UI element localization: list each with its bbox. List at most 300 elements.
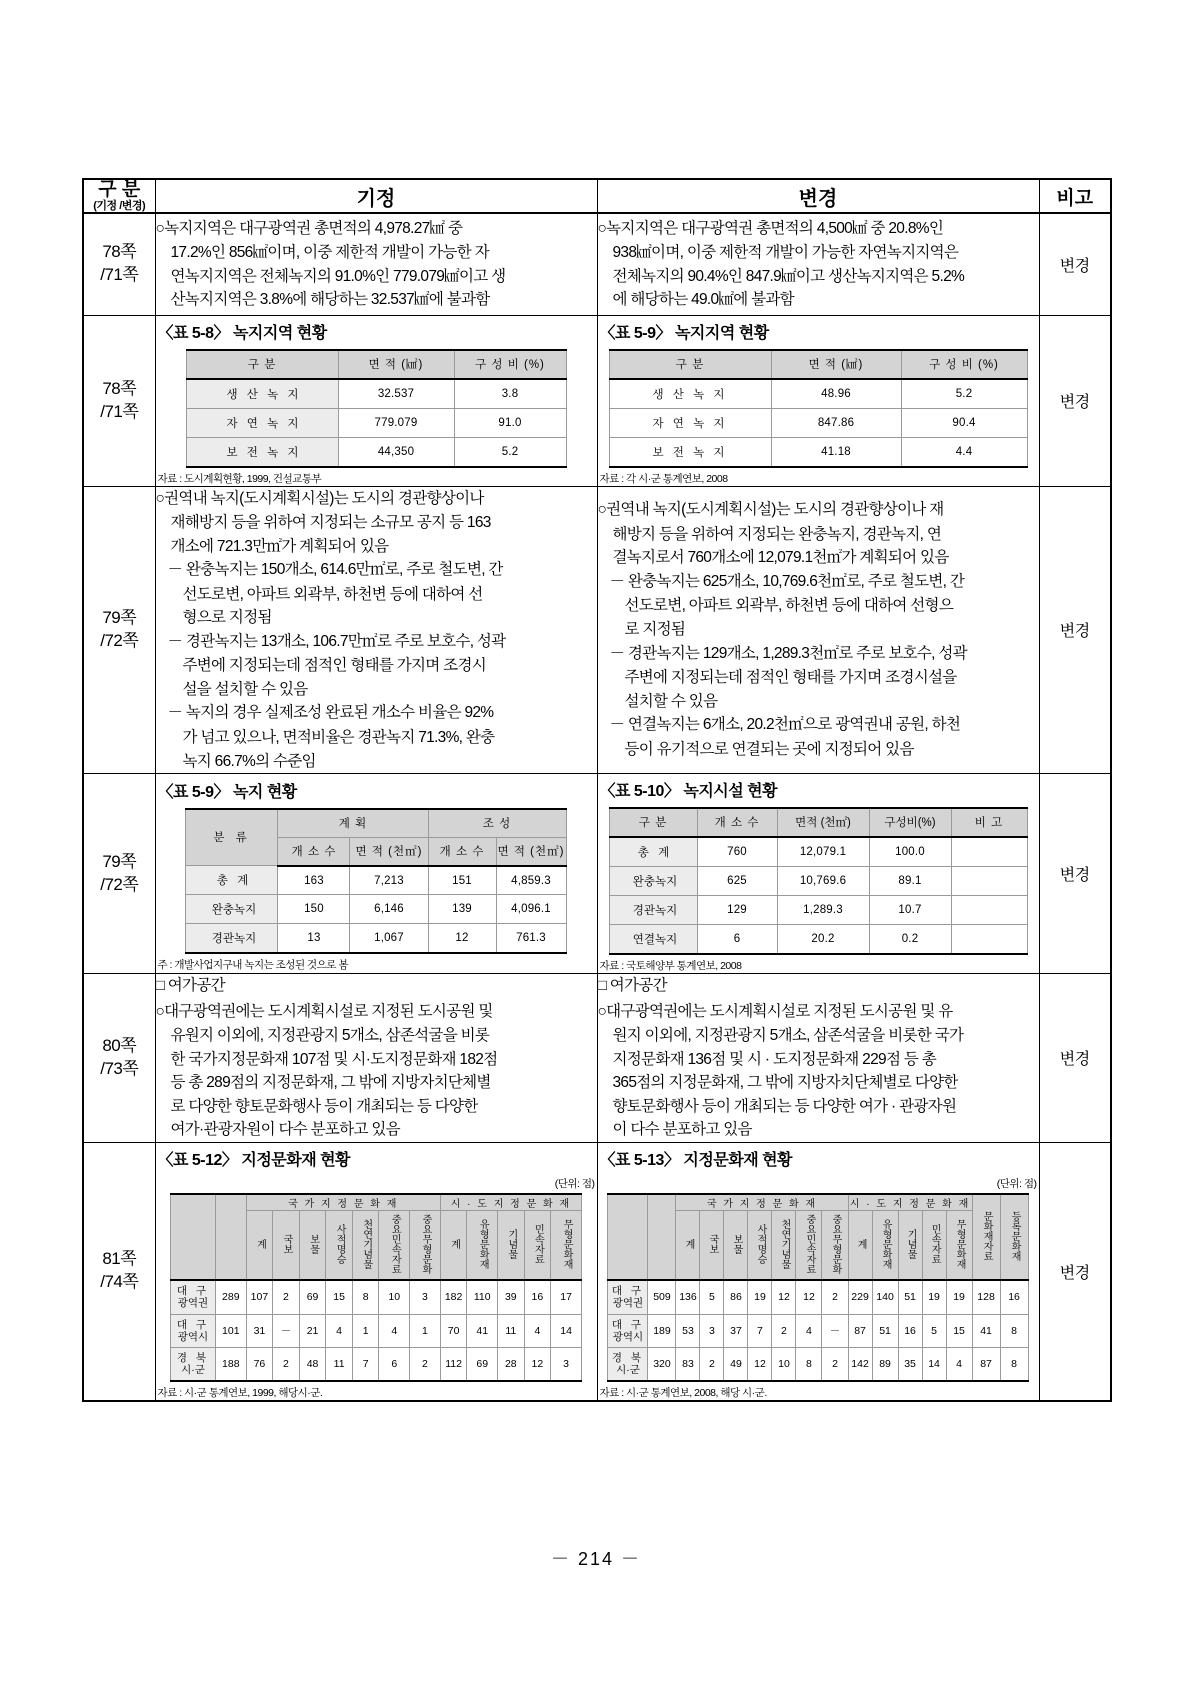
page-ref-line1: 79쪽 — [102, 851, 137, 871]
table-header-row — [609, 350, 1027, 379]
col-header-n-gukbo — [700, 1210, 724, 1280]
table-5-13-body — [608, 1280, 1028, 1380]
cell-value: 51 — [898, 1280, 922, 1314]
cell-count: 625 — [697, 867, 777, 896]
table-5-9-zone-source: 자료 : 각 시·군 통계연보, 2008 — [599, 472, 728, 485]
cell-area: 4,096.1 — [496, 895, 566, 924]
col-header-text: 유형문화재 — [880, 1218, 892, 1269]
page-ref-cell — [83, 1142, 155, 1400]
paragraph-line: 주변에 지정되는데 점적인 형태를 가지며 조경시 — [182, 657, 486, 675]
col-header: 면 적 (㎢) — [338, 350, 454, 379]
cell-area: 1,289.3 — [777, 896, 869, 925]
table-row — [609, 437, 1027, 467]
cell-count: 12 — [428, 924, 496, 954]
header-before: 기정 — [155, 179, 597, 213]
header-remark: 비고 — [1039, 179, 1111, 213]
after-paragraph — [598, 217, 1039, 312]
col-header-n-bomul — [299, 1210, 326, 1280]
paragraph-line: 에 해당하는 49.0㎢에 불과함 — [612, 291, 794, 309]
page-ref-line1: 81쪽 — [102, 1249, 137, 1269]
col-group-national: 국 가 지 정 문 화 재 — [246, 1194, 440, 1211]
after-paragraph — [598, 974, 1039, 1142]
col-header: 비 고 — [951, 808, 1027, 837]
cell-total: 189 — [648, 1314, 676, 1347]
cell-value: 140 — [872, 1280, 898, 1314]
col-header-text: 중요민속자료 — [389, 1213, 401, 1274]
table-row — [171, 1314, 582, 1347]
table-5-13-source: 자료 : 시·군 통계연보, 2008, 해당 시·군. — [599, 1386, 767, 1399]
cell-remark — [951, 837, 1027, 867]
col-header: 구 성 비 (%) — [454, 350, 566, 379]
paragraph-line: 설치할 수 있음 — [624, 692, 718, 710]
col-header-n-total — [246, 1210, 273, 1280]
cell-value: 11 — [326, 1347, 353, 1381]
col-header: 구성비(%) — [869, 808, 951, 837]
paragraph-line: 유원지 이외에, 지정관광지 5개소, 삼존석굴을 비롯 — [170, 1027, 490, 1045]
table-row — [83, 774, 1111, 974]
cell-value: 136 — [676, 1280, 700, 1314]
col-header-text: 천연기념물 — [778, 1218, 790, 1269]
paragraph-line: 전체녹지의 90.4%인 847.9㎢이고 생산녹지지역은 5.2% — [612, 267, 965, 285]
cell-value: 4 — [796, 1314, 822, 1347]
row-label-line1: 경 북 — [611, 1351, 645, 1364]
table-5-12-body — [171, 1280, 582, 1380]
cell-ratio: 89.1 — [869, 867, 951, 896]
table-5-10 — [609, 807, 1028, 955]
cell-value: 182 — [440, 1280, 467, 1314]
after-cell — [597, 1142, 1039, 1400]
table-5-12 — [170, 1193, 582, 1382]
table-row — [609, 925, 1027, 955]
col-header-total — [215, 1194, 246, 1281]
col-header-text: 민속자료 — [532, 1223, 544, 1264]
table-header-row — [171, 1194, 582, 1211]
paragraph-line: ○녹지지역은 대구광역권 총면적의 4,500㎢ 중 20.8%인 — [597, 219, 944, 237]
paragraph-line: 산녹지지역은 3.8%에 해당하는 32.537㎢에 불과함 — [170, 291, 490, 309]
paragraph-line: 녹지 66.7%의 수준임 — [182, 752, 316, 770]
cell-value: 16 — [898, 1314, 922, 1347]
table-row — [171, 1280, 582, 1314]
cell-ratio: 0.2 — [869, 925, 951, 955]
cell-total: 289 — [215, 1280, 246, 1314]
after-cell — [597, 774, 1039, 974]
col-header-text: 국보 — [280, 1233, 292, 1254]
table-row — [186, 379, 566, 409]
cell-ratio: 91.0 — [454, 408, 566, 437]
cell-area: 48.96 — [771, 379, 901, 409]
cell-value: 5 — [922, 1314, 946, 1347]
page-number: － 214 － — [550, 1549, 642, 1569]
row-label — [171, 1347, 216, 1381]
col-header-text: 중요무형문화 — [830, 1213, 841, 1274]
page-ref-line2: /71쪽 — [100, 265, 139, 285]
page-ref-cell — [83, 213, 155, 315]
cell-value: 2 — [410, 1347, 441, 1381]
row-label: 자 연 녹 지 — [609, 408, 771, 437]
table-row — [186, 408, 566, 437]
col-group-built: 조 성 — [428, 809, 566, 838]
col-header: 구 분 — [609, 808, 697, 837]
table-row — [186, 437, 566, 467]
col-header: 개 소 수 — [697, 808, 777, 837]
table-row — [608, 1280, 1028, 1314]
paragraph-line: 가 넘고 있으나, 면적비율은 경관녹지 71.3%, 완충 — [182, 728, 495, 746]
col-header-text: 유형문화재 — [477, 1218, 489, 1269]
paragraph-line: 로 지정됨 — [624, 621, 686, 638]
col-header-text: 사적명승 — [754, 1223, 766, 1264]
table-row — [83, 974, 1111, 1143]
header-gubun-label: 구 분 — [98, 179, 141, 200]
header-after: 변경 — [597, 179, 1039, 213]
col-header-l-intangible — [946, 1210, 972, 1280]
table-5-12-source: 자료 : 시·군 통계연보, 1999, 해당시·군. — [157, 1386, 323, 1399]
col-header-text: 국보 — [706, 1233, 718, 1254]
paragraph-line: 형으로 지정됨 — [182, 609, 272, 627]
paragraph-heading: □ 여가공간 — [597, 977, 667, 995]
paragraph-line: ○권역내 녹지(도시계획시설)는 도시의 경관향상이나 — [155, 489, 484, 507]
table-row — [186, 924, 566, 954]
row-label-line1: 대 구 — [176, 1318, 210, 1331]
cell-value: 53 — [676, 1314, 700, 1347]
col-header: 구 성 비 (%) — [901, 350, 1027, 379]
col-header-text: 천연기념물 — [360, 1218, 372, 1269]
cell-value: － — [273, 1314, 300, 1347]
col-group-local: 시 · 도 지 정 문 화 재 — [848, 1194, 972, 1211]
paragraph-line: 등 총 289점의 지정문화재, 그 밖에 지방자치단체별 — [170, 1074, 491, 1092]
cell-value: 112 — [440, 1347, 467, 1381]
row-label: 경관녹지 — [609, 896, 697, 925]
row-label-line2: 시·군 — [616, 1363, 640, 1376]
cell-value: 2 — [772, 1314, 796, 1347]
col-header-text: 등록문화재 — [1009, 1210, 1021, 1261]
paragraph-line: ○권역내 녹지(도시계획시설)는 도시의 경관향상이나 재 — [597, 501, 944, 519]
cell-value: 4 — [524, 1314, 551, 1347]
col-header-n-natural — [772, 1210, 796, 1280]
row-label-line2: 광역시 — [177, 1330, 209, 1343]
cell-value: 2 — [273, 1280, 300, 1314]
table-row — [83, 1142, 1111, 1400]
col-group-planned: 계 획 — [278, 809, 428, 838]
cell-value: 2 — [700, 1347, 724, 1381]
col-header-text: 중요민속자료 — [803, 1213, 815, 1274]
col-header-n-bomul — [724, 1210, 748, 1280]
col-header: 면 적 (㎢) — [771, 350, 901, 379]
table-5-9-green-zone — [609, 349, 1028, 468]
cell-ratio: 90.4 — [901, 408, 1027, 437]
cell-value: 4 — [326, 1314, 353, 1347]
col-header: 구 분 — [609, 350, 771, 379]
table-header-row — [609, 808, 1027, 837]
cell-value: 7 — [748, 1314, 772, 1347]
row-label — [608, 1347, 648, 1381]
header-gubun-sub: (기정 /변경) — [93, 200, 146, 212]
cell-value: 3 — [551, 1347, 582, 1381]
table-5-9-green — [185, 808, 566, 955]
table-5-13-unit: (단위: 점) — [996, 1177, 1037, 1190]
paragraph-line: 개소에 721.3만㎡가 계획되어 있음 — [170, 537, 389, 555]
cell-value: 28 — [498, 1347, 525, 1381]
after-cell — [597, 974, 1039, 1143]
col-header-n-folk — [796, 1210, 822, 1280]
paragraph-line: － 경관녹지는 13개소, 106.7만㎡로 주로 보호수, 성곽 — [167, 632, 506, 650]
page-ref-line1: 79쪽 — [102, 607, 137, 627]
col-header-text: 계 — [682, 1238, 694, 1249]
table-header-row — [83, 179, 1111, 213]
col-header-l-total — [440, 1210, 467, 1280]
paragraph-line: 여가·관광자원이 다수 분포하고 있음 — [170, 1121, 400, 1139]
cell-area: 1,067 — [350, 924, 428, 954]
row-label — [171, 1314, 216, 1347]
cell-area: 847.86 — [771, 408, 901, 437]
paragraph-line: 원지 이외에, 지정관광지 5개소, 삼존석굴을 비롯한 국가 — [612, 1027, 964, 1045]
cell-total: 188 — [215, 1347, 246, 1381]
col-header-text: 민속자료 — [929, 1223, 941, 1264]
col-header-gubun — [608, 1194, 648, 1281]
table-row — [83, 213, 1111, 315]
cell-value: 10 — [772, 1347, 796, 1381]
col-header-n-total — [676, 1210, 700, 1280]
cell-value: 2 — [822, 1280, 848, 1314]
page-ref-line2: /74쪽 — [100, 1272, 139, 1292]
page-ref-cell — [83, 486, 155, 774]
col-header-l-intangible — [551, 1210, 582, 1280]
row-label-line2: 시·군 — [181, 1363, 205, 1376]
col-header-text: 보물 — [307, 1233, 319, 1254]
cell-value: 15 — [326, 1280, 353, 1314]
comparison-table — [82, 178, 1112, 1402]
page-ref-line1: 78쪽 — [102, 378, 137, 398]
cell-remark — [951, 925, 1027, 955]
cell-value: 8 — [1000, 1314, 1028, 1347]
table-5-9-green-title: 〈표 5-9〉 녹지 현황 — [157, 783, 297, 801]
row-label-line1: 경 북 — [176, 1351, 210, 1364]
cell-count: 760 — [697, 837, 777, 867]
col-header-text: 기념물 — [905, 1228, 917, 1259]
cell-value: 69 — [299, 1280, 326, 1314]
col-header: 개 소 수 — [278, 837, 350, 866]
col-header-l-folk — [922, 1210, 946, 1280]
cell-value: 37 — [724, 1314, 748, 1347]
cell-ratio: 10.7 — [869, 896, 951, 925]
cell-value: 49 — [724, 1347, 748, 1381]
paragraph-line: － 완충녹지는 150개소, 614.6만㎡로, 주로 철도변, 간 — [167, 561, 503, 579]
cell-value: 10 — [379, 1280, 410, 1314]
cell-ratio: 5.2 — [454, 437, 566, 467]
remark-cell: 변경 — [1039, 213, 1111, 315]
cell-value: 6 — [379, 1347, 410, 1381]
table-5-12-unit: (단위: 점) — [554, 1177, 595, 1190]
col-header-n-natural — [352, 1210, 379, 1280]
remark-cell: 변경 — [1039, 486, 1111, 774]
cell-count: 150 — [278, 895, 350, 924]
col-header-text: 문화재자료 — [981, 1210, 993, 1261]
col-header-text: 계 — [855, 1238, 867, 1249]
cell-ratio: 4.4 — [901, 437, 1027, 467]
paragraph-line: 한 국가지정문화재 107점 및 시·도지정문화재 182점 — [170, 1050, 498, 1068]
after-cell — [597, 486, 1039, 774]
cell-value: 8 — [352, 1280, 379, 1314]
paragraph-line: 재해방지 등을 위하여 지정되는 소규모 공지 등 163 — [170, 514, 491, 532]
paragraph-line: 연녹지지역은 전체녹지의 91.0%인 779.079㎢이고 생 — [170, 267, 506, 285]
page-ref-line2: /73쪽 — [100, 1058, 139, 1078]
col-header-n-intangible — [410, 1210, 441, 1280]
col-header: 면 적 (천㎡) — [496, 837, 566, 866]
paragraph-line: ○녹지지역은 대구광역권 총면적의 4,978.27㎢ 중 — [155, 219, 463, 237]
table-row — [83, 486, 1111, 774]
col-header: 구 분 — [186, 350, 338, 379]
row-label-line1: 대 구 — [611, 1285, 645, 1298]
col-header-n-historic — [748, 1210, 772, 1280]
row-label: 경관녹지 — [186, 924, 278, 954]
col-header-l-folk — [524, 1210, 551, 1280]
cell-area: 7,213 — [350, 866, 428, 895]
cell-area: 12,079.1 — [777, 837, 869, 867]
cell-value: 4 — [379, 1314, 410, 1347]
cell-area: 779.079 — [338, 408, 454, 437]
cell-value: 12 — [748, 1347, 772, 1381]
cell-area: 761.3 — [496, 924, 566, 954]
table-5-10-title: 〈표 5-10〉 녹지시설 현황 — [599, 783, 778, 801]
cell-total: 101 — [215, 1314, 246, 1347]
table-row — [186, 866, 566, 895]
col-header-n-intangible — [822, 1210, 848, 1280]
before-cell — [155, 774, 597, 974]
row-label: 총 계 — [186, 866, 278, 895]
cell-value: 8 — [796, 1347, 822, 1381]
cell-value: 51 — [872, 1314, 898, 1347]
cell-value: 12 — [796, 1280, 822, 1314]
paragraph-line: 선도로변, 아파트 외곽부, 하천변 등에 대하여 선 — [182, 585, 483, 603]
page-ref-line1: 80쪽 — [102, 1036, 137, 1056]
paragraph-line: ○대구광역권에는 도시계획시설로 지정된 도시공원 및 — [155, 1002, 493, 1020]
cell-value: 3 — [410, 1280, 441, 1314]
col-header-text: 사적명승 — [334, 1223, 346, 1264]
cell-value: 4 — [946, 1347, 972, 1381]
cell-value: 1 — [410, 1314, 441, 1347]
cell-value: 48 — [299, 1347, 326, 1381]
row-label: 완충녹지 — [609, 867, 697, 896]
row-label: 보 전 녹 지 — [609, 437, 771, 467]
cell-total: 320 — [648, 1347, 676, 1381]
cell-value: 8 — [1000, 1347, 1028, 1381]
table-row — [609, 867, 1027, 896]
cell-value: 14 — [922, 1347, 946, 1381]
cell-value: 2 — [822, 1347, 848, 1381]
page-ref-line2: /72쪽 — [100, 630, 139, 650]
col-group-national: 국 가 지 정 문 화 재 — [676, 1194, 848, 1211]
col-header-registered — [1000, 1194, 1028, 1281]
cell-ratio: 100.0 — [869, 837, 951, 867]
cell-value: 107 — [246, 1280, 273, 1314]
remark-cell: 변경 — [1039, 315, 1111, 486]
table-5-8-source: 자료 : 도시계획현황, 1999, 건설교통부 — [157, 472, 322, 485]
row-label: 연결녹지 — [609, 925, 697, 955]
table-5-13-title: 〈표 5-13〉 지정문화재 현황 — [599, 1151, 793, 1169]
cell-count: 151 — [428, 866, 496, 895]
col-header-n-historic — [326, 1210, 353, 1280]
row-label — [608, 1280, 648, 1314]
cell-value: 229 — [848, 1280, 872, 1314]
table-5-9-green-note: 주 : 개발사업지구내 녹지는 조성된 것으로 봄 — [157, 959, 348, 972]
page-ref-line2: /72쪽 — [100, 874, 139, 894]
paragraph-heading: □ 여가공간 — [155, 977, 225, 995]
cell-value: 41 — [467, 1314, 498, 1347]
table-row — [609, 896, 1027, 925]
cell-value: 5 — [700, 1280, 724, 1314]
cell-value: 21 — [299, 1314, 326, 1347]
cell-value: 41 — [972, 1314, 1000, 1347]
table-header-row — [186, 809, 566, 838]
paragraph-line: － 녹지의 경우 실제조성 완료된 개소수 비율은 92% — [167, 704, 494, 722]
row-label: 총 계 — [609, 837, 697, 867]
cell-value: 86 — [724, 1280, 748, 1314]
remark-cell: 변경 — [1039, 1142, 1111, 1400]
col-header-l-tangible — [872, 1210, 898, 1280]
cell-value: 17 — [551, 1280, 582, 1314]
cell-value: 15 — [946, 1314, 972, 1347]
paragraph-line: 로 다양한 향토문화행사 등이 개최되는 등 다양한 — [170, 1097, 478, 1115]
cell-area: 10,769.6 — [777, 867, 869, 896]
before-cell — [155, 486, 597, 774]
col-header-text: 계 — [448, 1238, 460, 1249]
cell-area: 20.2 — [777, 925, 869, 955]
before-paragraph — [156, 974, 597, 1142]
col-header-text: 기념물 — [505, 1228, 517, 1259]
table-header-row — [608, 1194, 1028, 1211]
cell-area: 4,859.3 — [496, 866, 566, 895]
col-header-text: 무형문화재 — [954, 1218, 966, 1269]
table-row — [609, 837, 1027, 867]
paragraph-line: 주변에 지정되는데 점적인 형태를 가지며 조경시설을 — [624, 669, 957, 687]
before-cell — [155, 213, 597, 315]
cell-value: 12 — [772, 1280, 796, 1314]
cell-value: 87 — [848, 1314, 872, 1347]
cell-area: 32.537 — [338, 379, 454, 409]
col-header: 면 적 (천㎡) — [350, 837, 428, 866]
cell-value: 87 — [972, 1347, 1000, 1381]
cell-value: 19 — [748, 1280, 772, 1314]
row-label-line1: 대 구 — [611, 1318, 645, 1331]
before-paragraph — [156, 487, 597, 774]
paragraph-line: 결녹지로서 760개소에 12,079.1천㎡가 계획되어 있음 — [612, 549, 949, 567]
row-label-line2: 광역시 — [612, 1330, 644, 1343]
paragraph-line: ○대구광역권에는 도시계획시설로 지정된 도시공원 및 유 — [597, 1002, 953, 1020]
col-group-local: 시 · 도 지 정 문 화 재 — [440, 1194, 581, 1211]
cell-value: 39 — [498, 1280, 525, 1314]
table-5-9-zone-title: 〈표 5-9〉 녹지지역 현황 — [599, 324, 769, 342]
row-label — [608, 1314, 648, 1347]
after-cell — [597, 213, 1039, 315]
page-ref-cell — [83, 974, 155, 1143]
page-ref-line2: /71쪽 — [100, 401, 139, 421]
cell-remark — [951, 896, 1027, 925]
col-header-material — [972, 1194, 1000, 1281]
table-5-12-title: 〈표 5-12〉 지정문화재 현황 — [157, 1151, 351, 1169]
paragraph-line: 이 다수 분포하고 있음 — [612, 1121, 752, 1139]
row-label: 보 전 녹 지 — [186, 437, 338, 467]
paragraph-line: 향토문화행사 등이 개최되는 등 다양한 여가 · 관광자원 — [612, 1097, 957, 1115]
page-ref-cell — [83, 774, 155, 974]
cell-value: 19 — [946, 1280, 972, 1314]
col-header: 개 소 수 — [428, 837, 496, 866]
col-header-text: 중요무형문화 — [419, 1213, 431, 1274]
cell-value: 70 — [440, 1314, 467, 1347]
paragraph-line: － 완충녹지는 625개소, 10,769.6천㎡로, 주로 철도변, 간 — [609, 572, 965, 590]
row-label: 생 산 녹 지 — [186, 379, 338, 409]
paragraph-line: 해방지 등을 위하여 지정되는 완충녹지, 경관녹지, 연 — [612, 525, 942, 543]
paragraph-line: 365점의 지정문화재, 그 밖에 지방자치단체별로 다양한 — [612, 1074, 958, 1092]
col-header: 면적 (천㎡) — [777, 808, 869, 837]
